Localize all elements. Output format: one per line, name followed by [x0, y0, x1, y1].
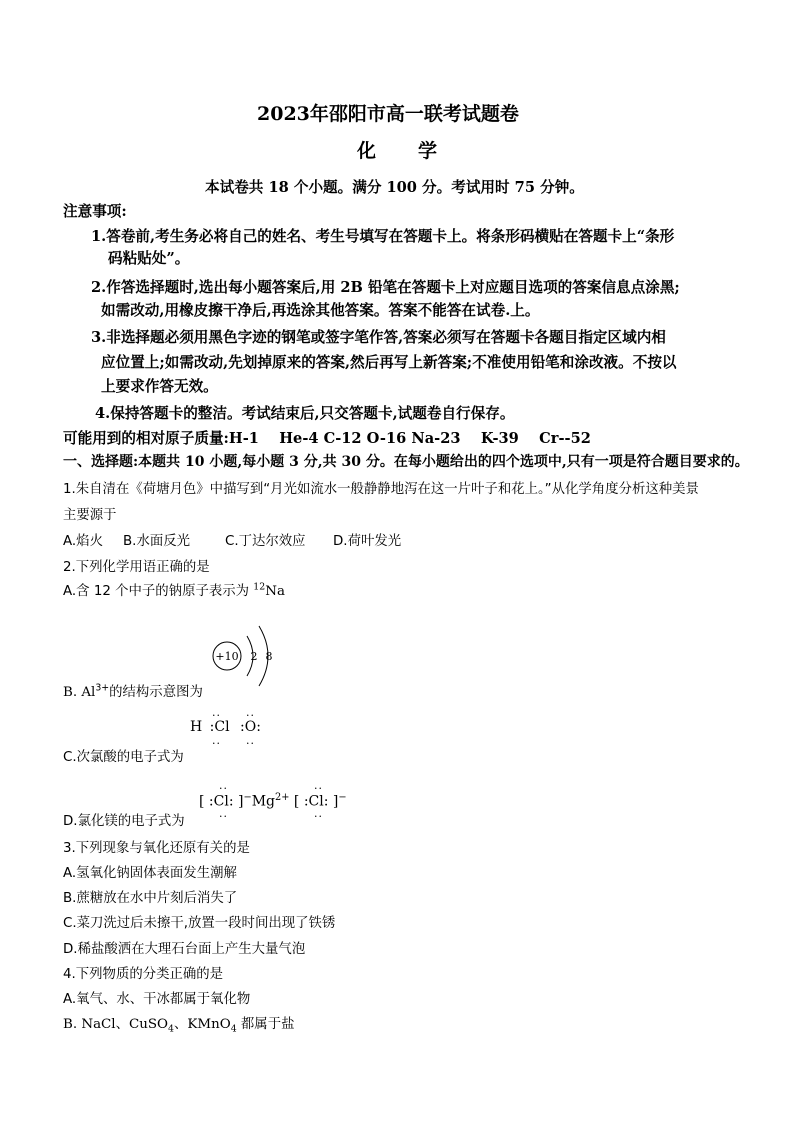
q2-option-b-suffix: 的结构示意图为: [109, 685, 203, 700]
q4-option-b-prefix: B. NaCl、CuSO: [63, 1017, 168, 1032]
q1-stem-line-1: 1.朱自清在《荷塘月色》中描写到“月光如流水一般静静地泻在这一片叶子和花上。”从化学角度分析这种美景: [63, 482, 699, 497]
cl-o-pair: :: [240, 719, 245, 735]
ion-structure-diagram: [205, 612, 285, 692]
mg-charge: 2+: [274, 792, 290, 803]
h-symbol: H: [190, 719, 203, 735]
q3-option-d: D.稀盐酸洒在大理石台面上产生大量气泡: [63, 942, 306, 957]
cl-symbol: Cl: [214, 719, 230, 735]
shell-1-electrons: 2: [250, 650, 258, 663]
cl-right-symbol: :Cl:: [303, 793, 329, 810]
notes-heading: 注意事项:: [63, 203, 127, 220]
q2-option-a-text: A.含 12 个中子的钠原子表示为: [63, 584, 254, 599]
q2-option-b-prefix: B. Al: [63, 685, 96, 700]
o-symbol: O: [244, 719, 257, 735]
shell-2-electrons: 8: [265, 650, 273, 663]
note-2-line-1: 2.作答选择题时,选出每小题答案后,用 2B 铅笔在答题卡上对应题目选项的答案信息点涂黑;: [91, 279, 680, 296]
cl1-top-dots: ··: [219, 782, 228, 795]
q3-option-b: B.蔗糖放在水中片刻后消失了: [63, 891, 238, 906]
note-2-line-2: 如需改动,用橡皮擦干净后,再选涂其他答案。答案不能答在试卷.上。: [101, 302, 540, 319]
q1-option-c: C.丁达尔效应: [225, 534, 306, 549]
q2-option-b-charge: 3+: [95, 682, 110, 694]
exam-title: 2023年邵阳市高一联考试题卷: [257, 103, 519, 125]
q4-option-b-mid: 、KMnO: [173, 1017, 231, 1032]
atomic-masses: 可能用到的相对原子质量:H-1 He-4 C-12 O-16 Na-23 K-39 Cr--52: [63, 430, 591, 447]
q2-option-a-mass-number: 12: [253, 581, 266, 593]
cl1-bottom-dots: ··: [219, 810, 228, 823]
o-top-dots: ··: [246, 709, 255, 722]
note-3-line-3: 上要求作答无效。: [101, 378, 218, 395]
q2-option-b: [63, 681, 203, 700]
bracket-open-left: [: [199, 793, 205, 810]
nucleus-charge: +10: [215, 650, 239, 663]
o-right-pair: :: [256, 719, 261, 735]
q2-stem: 2.下列化学用语正确的是: [63, 560, 210, 575]
cl-left-charge: −: [243, 792, 252, 803]
q1-option-d: D.荷叶发光: [333, 534, 402, 549]
subject-char-1: 化: [357, 140, 377, 162]
mg-symbol: Mg: [251, 793, 275, 810]
subject-char-2: 学: [418, 140, 438, 162]
bracket-open-right: [: [293, 793, 300, 810]
note-1-line-1: 1.答卷前,考生务必将自己的姓名、考生号填写在答题卡上。将条形码横贴在答题卡上“条形: [91, 228, 675, 245]
q1-option-a: A.焰火: [63, 534, 103, 549]
q4-option-b-sub-1: 4: [168, 1023, 174, 1035]
q4-option-b: [63, 1013, 294, 1035]
q2-option-c: C.次氯酸的电子式为: [63, 750, 184, 765]
cl-left-symbol: :Cl:: [208, 793, 234, 810]
note-3-line-1: 3.非选择题必须用黑色字迹的钢笔或签字笔作答,答案必须写在答题卡各题目指定区域内相: [91, 329, 666, 346]
cl2-top-dots: ··: [314, 782, 323, 795]
h-cl-pair: :: [209, 719, 215, 735]
q3-option-a: A.氢氧化钠固体表面发生潮解: [63, 866, 237, 881]
q2-option-d: D.氯化镁的电子式为: [63, 814, 185, 829]
q1-stem-line-2: 主要源于: [63, 508, 117, 523]
cl-right-charge: −: [338, 792, 347, 803]
q4-stem: 4.下列物质的分类正确的是: [63, 967, 224, 982]
q3-stem: 3.下列现象与氧化还原有关的是: [63, 841, 250, 856]
cl2-bottom-dots: ··: [314, 810, 323, 823]
o-bottom-dots: ··: [246, 737, 255, 750]
section-1-heading: 一、选择题:本题共 10 小题,每小题 3 分,共 30 分。在每小题给出的四个选项中,只有一项是符合题目要求的。: [63, 454, 749, 470]
q2-option-a: [63, 580, 285, 599]
q4-option-b-suffix: 都属于盐: [236, 1017, 295, 1032]
bracket-close-left: ]: [238, 793, 244, 810]
bracket-close-right: ]: [332, 793, 339, 810]
q4-option-a: A.氧气、水、干冰都属于氧化物: [63, 992, 251, 1007]
q2-option-a-symbol: Na: [265, 584, 285, 599]
note-3-line-2: 应位置上;如需改动,先划掉原来的答案,然后再写上新答案;不准使用铅笔和涂改液。不按以: [101, 354, 677, 371]
hypochlorous-electron-formula: [190, 709, 261, 750]
note-4-line-1: 4.保持答题卡的整洁。考试结束后,只交答题卡,试题卷自行保存。: [95, 405, 515, 422]
cl-bottom-dots: ··: [212, 737, 221, 750]
q3-option-c: C.菜刀洗过后未擦干,放置一段时间出现了铁锈: [63, 916, 336, 931]
note-1-line-2: 码粘贴处”。: [108, 250, 190, 267]
exam-subtitle: 本试卷共 18 个小题。满分 100 分。考试用时 75 分钟。: [205, 179, 584, 196]
cl-top-dots: ··: [212, 709, 221, 722]
magnesium-chloride-electron-formula: [199, 782, 347, 823]
q4-option-b-sub-2: 4: [230, 1023, 237, 1035]
q1-option-b: B.水面反光: [123, 534, 191, 549]
